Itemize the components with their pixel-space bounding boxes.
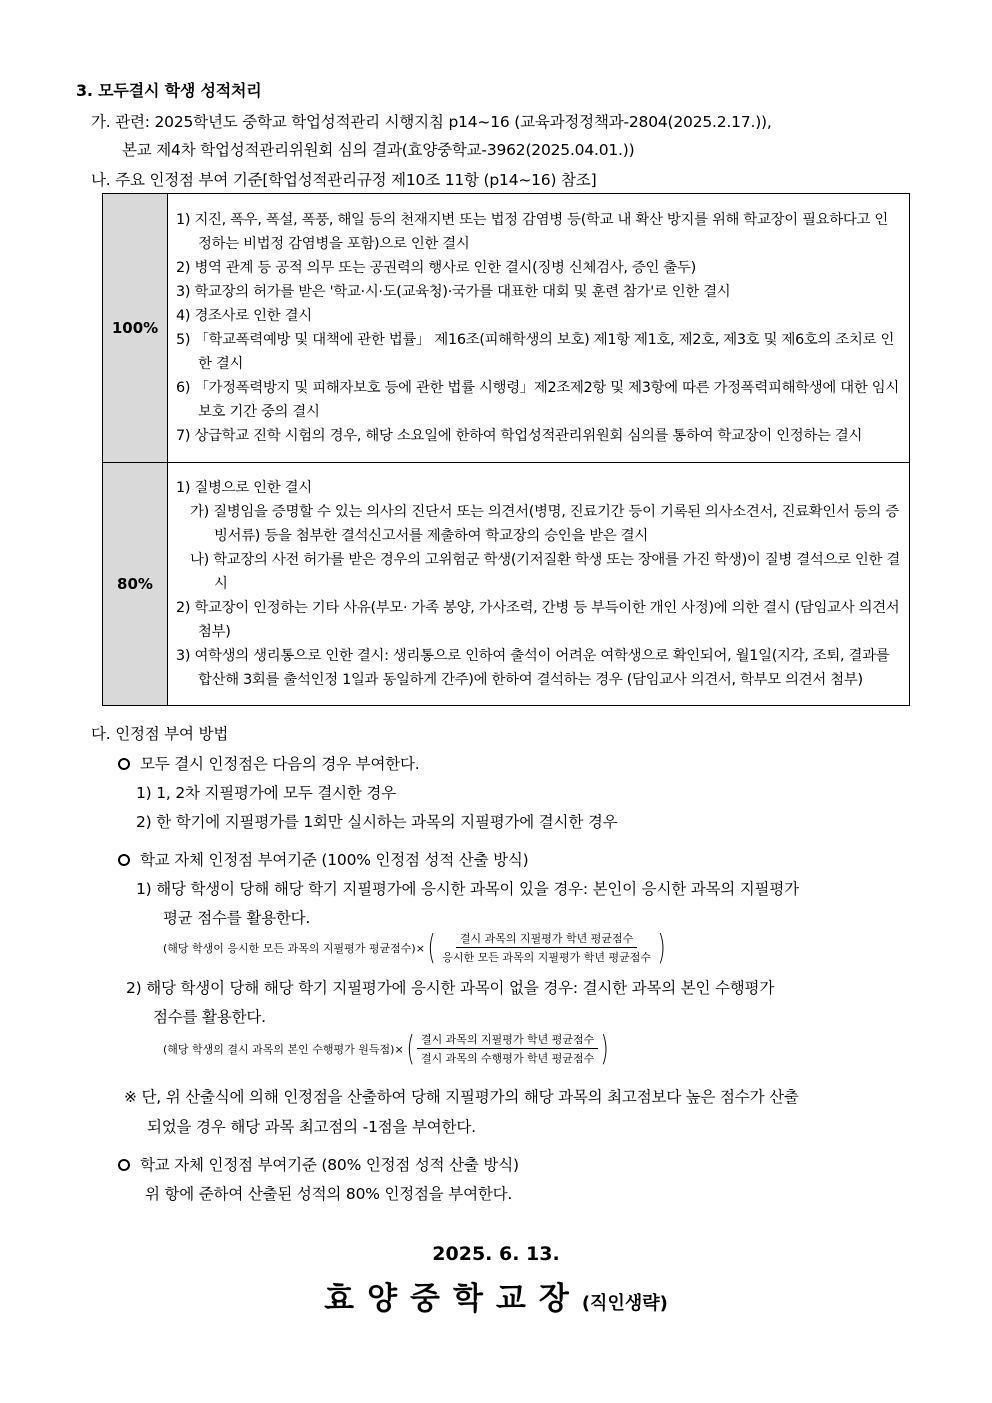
method-bullet-2-text: 학교 자체 인정점 부여기준 (100% 인정점 성적 산출 방식) [140, 851, 529, 869]
pct-cell-80: 80% [103, 463, 168, 706]
method-item: 1) 해당 학생이 당해 해당 학기 지필평가에 응시한 과목이 있을 경우: 본인이 응시한 과목의 지필평가 [136, 880, 799, 898]
criteria-item: 1) 지진, 폭우, 폭설, 폭풍, 해일 등의 천재지변 또는 법정 감염병 등(학교 내 확산 방지를 위해 학교장이 필요하다고 인정하는 비법정 감염병을 포함)으로 인한 결시 [176, 212, 888, 252]
method-heading: 다. 인정점 부여 방법 [91, 725, 229, 743]
criteria-body-100 [168, 194, 910, 463]
formula-2-numerator: 결시 과목의 지필평가 학년 평균점수 [417, 1031, 598, 1049]
formula-1-numerator: 결시 과목의 지필평가 학년 평균점수 [456, 930, 637, 948]
criteria-item: 4) 경조사로 인한 결시 [176, 308, 312, 324]
note-line-1: ※ 단, 위 산출식에 의해 인정점을 산출하여 당해 지필평가의 해당 과목의 최고점보다 높은 점수가 산출 [124, 1088, 799, 1106]
paren-close: ) [657, 927, 666, 968]
criteria-item: 2) 학교장이 인정하는 기타 사유(부모· 가족 봉양, 가사조력, 간병 등 부득이한 개인 사정)에 의한 결시 (담임교사 의견서 첨부) [176, 600, 900, 640]
criteria-item: 7) 상급학교 진학 시험의 경우, 해당 소요일에 한하여 학업성적관리위원회 심의를 통하여 학교장이 인정하는 결시 [176, 428, 863, 444]
pct-cell-100: 100% [103, 194, 168, 463]
method-item: 2) 해당 학생이 당해 해당 학기 지필평가에 응시한 과목이 없을 경우: 결시한 과목의 본인 수행평가 [126, 979, 775, 997]
method-bullet-3 [118, 1153, 519, 1175]
formula-1 [163, 927, 668, 968]
circle-bullet-icon [118, 854, 130, 866]
document-date: 2025. 6. 13. [432, 1243, 560, 1265]
formula-1-left: (해당 학생이 응시한 모든 과목의 지필평가 평균점수)× [163, 941, 425, 955]
formula-2-left: (해당 학생의 결시 과목의 본인 수행평가 원득점)× [163, 1042, 404, 1056]
signature-block [0, 1273, 992, 1318]
related-line-2: 본교 제4차 학업성적관리위원회 심의 결과(효양중학교-3962(2025.04.01.)) [122, 141, 635, 159]
criteria-item: 3) 여학생의 생리통으로 인한 결시: 생리통으로 인하여 출석이 어려운 여학생으로 확인되어, 월1일(지각, 조퇴, 결과를 합산해 3회를 출석인정 1일과 동일하게 간주)에 한하여 결석하는 경우 (담임교사 의견서, 학부모 의견서 첨부) [176, 648, 890, 688]
method-item: 위 항에 준하여 산출된 성적의 80% 인정점을 부여한다. [145, 1185, 513, 1203]
criteria-subitem: 가) 질병임을 증명할 수 있는 의사의 진단서 또는 의견서(병명, 진료기간 등이 기록된 의사소견서, 진료확인서 등의 증빙서류) 등을 첨부한 결석신고서를 제출하여 학교장의 승인을 받은 결시 [190, 504, 899, 544]
method-item: 1) 1, 2차 지필평가에 모두 결시한 경우 [136, 784, 396, 802]
formula-1-fraction [438, 930, 655, 965]
method-item: 2) 한 학기에 지필평가를 1회만 실시하는 과목의 지필평가에 결시한 경우 [136, 813, 618, 831]
criteria-subitem: 나) 학교장의 사전 허가를 받은 경우의 고위험군 학생(기저질환 학생 또는 장애를 가진 학생)이 질병 결석으로 인한 결시 [190, 552, 900, 592]
criteria-item: 5) 「학교폭력예방 및 대책에 관한 법률」 제16조(피해학생의 보호) 제1항 제1호, 제2호, 제3호 및 제6호의 조치로 인한 결시 [176, 332, 895, 372]
method-item-cont: 점수를 활용한다. [153, 1008, 266, 1026]
criteria-heading: 나. 주요 인정점 부여 기준[학업성적관리규정 제10조 11항 (p14~16) 참조] [91, 171, 597, 189]
paren-open: ( [427, 927, 436, 968]
method-bullet-1 [118, 752, 420, 774]
section-title: 3. 모두결시 학생 성적처리 [76, 81, 262, 100]
criteria-item: 2) 병역 관계 등 공적 의무 또는 공권력의 행사로 인한 결시(징병 신체검사, 증인 출두) [176, 260, 696, 276]
principal-title: 효양중학교장 [324, 1281, 582, 1317]
criteria-item: 6) 「가정폭력방지 및 피해자보호 등에 관한 법률 시행령」제2조제2항 및 제3항에 따른 가정폭력피해학생에 대한 임시보호 기간 중의 결시 [176, 380, 899, 420]
paren-close: ) [600, 1028, 609, 1069]
formula-2 [163, 1028, 612, 1069]
formula-2-denominator: 결시 과목의 수행평가 학년 평균점수 [420, 1052, 595, 1065]
related-line-1: 가. 관련: 2025학년도 중학교 학업성적관리 시행지침 p14~16 (교육과정정책과-2804(2025.2.17.)), [91, 113, 772, 131]
method-item-cont: 평균 점수를 활용한다. [163, 909, 311, 927]
criteria-row-80 [103, 463, 910, 706]
criteria-item: 1) 질병으로 인한 결시 [176, 480, 312, 496]
method-bullet-3-text: 학교 자체 인정점 부여기준 (80% 인정점 성적 산출 방식) [140, 1156, 519, 1174]
circle-bullet-icon [118, 758, 130, 770]
criteria-item: 3) 학교장의 허가를 받은 '학교·시·도(교육청)·국가를 대표한 대회 및 훈련 참가'로 인한 결시 [176, 284, 731, 300]
method-bullet-2 [118, 848, 529, 870]
criteria-row-100 [103, 194, 910, 463]
criteria-table [102, 193, 910, 706]
formula-1-denominator: 응시한 모든 과목의 지필평가 학년 평균점수 [442, 951, 651, 964]
criteria-body-80 [168, 463, 910, 706]
seal-omitted-note: (직인생략) [581, 1293, 668, 1314]
paren-open: ( [406, 1028, 415, 1069]
method-bullet-1-text: 모두 결시 인정점은 다음의 경우 부여한다. [140, 755, 420, 773]
formula-2-fraction [417, 1031, 598, 1066]
note-line-2: 되었을 경우 해당 과목 최고점의 -1점을 부여한다. [147, 1118, 476, 1136]
circle-bullet-icon [118, 1159, 130, 1171]
